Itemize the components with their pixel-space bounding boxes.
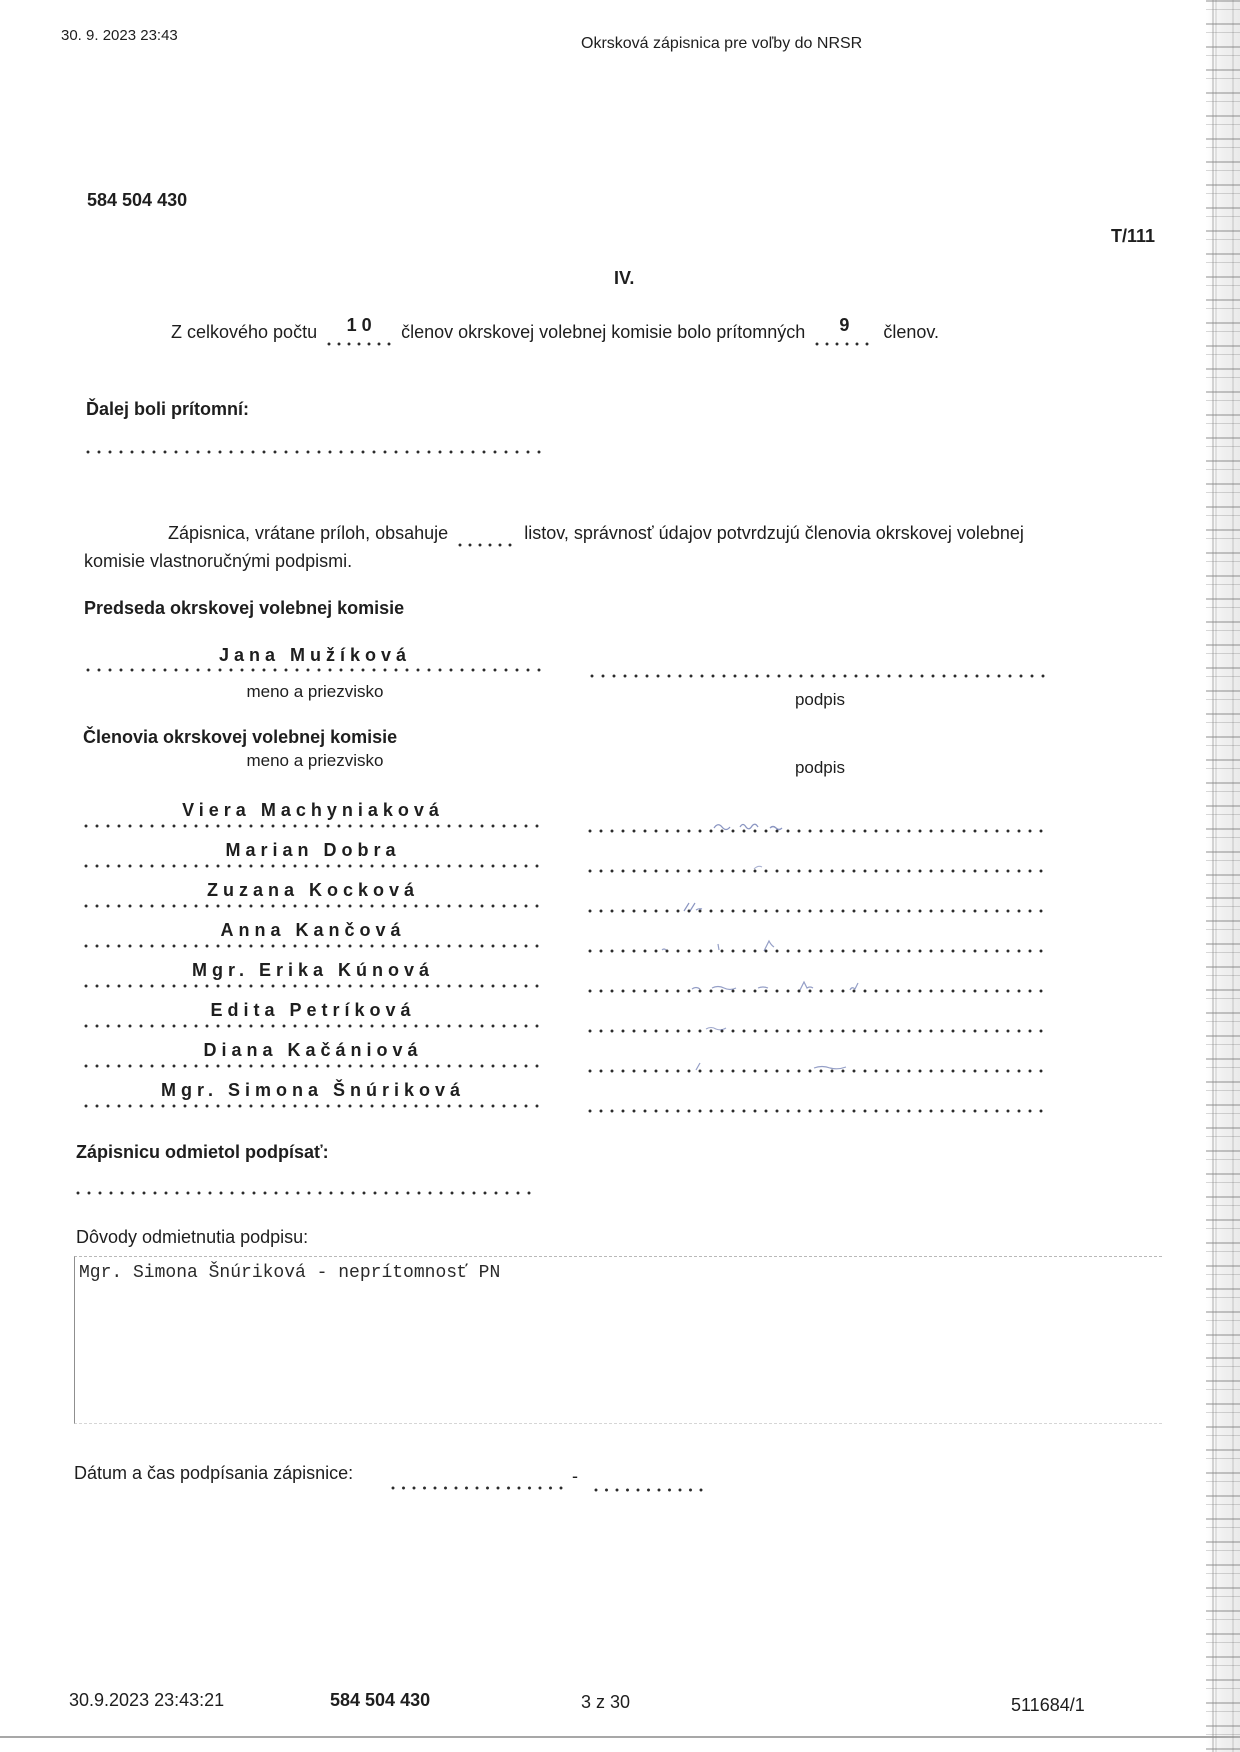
- members-signature-caption: podpis: [794, 758, 846, 777]
- signing-datetime-label: Dátum a čas podpísania zápisnice:: [74, 1463, 354, 1483]
- sheets-statement: [168, 523, 1024, 547]
- name-dotted-line: [84, 1064, 542, 1068]
- signature-dotted-line: [588, 829, 1048, 833]
- footer-page-number: 3 z 30: [581, 1692, 631, 1712]
- attendance-suffix: členov.: [883, 322, 940, 342]
- member-name: Mgr. Simona Šnúriková: [160, 1080, 466, 1100]
- signing-time-dotted-line: [594, 1488, 710, 1492]
- signature-scribble: [660, 938, 780, 954]
- signature-dotted-line: [588, 869, 1048, 873]
- member-name: Mgr. Erika Kúnová: [191, 960, 435, 980]
- total-members-field: [327, 315, 391, 346]
- member-name: Anna Kančová: [220, 920, 406, 940]
- name-dotted-line: [84, 944, 542, 948]
- signature-dotted-line: [588, 909, 1048, 913]
- footer-timestamp: 30.9.2023 23:43:21: [69, 1690, 225, 1710]
- district-code: 584 504 430: [87, 190, 188, 210]
- signature-scribble: [682, 898, 706, 914]
- signature-dotted-line: [588, 1109, 1048, 1113]
- signature-scribble: [712, 818, 802, 834]
- signature-dotted-line: [588, 1029, 1048, 1033]
- member-name: Diana Kačániová: [203, 1040, 423, 1060]
- member-name: Edita Petríková: [210, 1000, 416, 1020]
- present-members-field: [815, 315, 873, 346]
- chair-signature-caption: podpis: [794, 690, 846, 709]
- refusal-dotted-line: [76, 1191, 536, 1195]
- chair-heading: Predseda okrskovej volebnej komisie: [84, 598, 405, 618]
- document-title: Okrsková zápisnica pre voľby do NRSR: [581, 35, 863, 52]
- signature-scribble: [694, 1058, 864, 1074]
- member-row: [0, 1000, 1100, 1040]
- chair-signature-dotted-line: [590, 674, 1050, 678]
- signing-date-dotted-line: [391, 1486, 563, 1490]
- name-dotted-line: [84, 1104, 542, 1108]
- present-members-value: 9: [839, 315, 855, 335]
- refusal-reasons-box: [74, 1256, 1162, 1424]
- name-dotted-line: [84, 824, 542, 828]
- form-code: T/111: [1111, 226, 1156, 246]
- scan-edge-line: [1212, 0, 1214, 1752]
- sheets-prefix: Zápisnica, vrátane príloh, obsahuje: [168, 523, 449, 543]
- others-present-dotted-line: [86, 450, 544, 454]
- name-dotted-line: [84, 864, 542, 868]
- member-name: Zuzana Kocková: [206, 880, 420, 900]
- field-dotted-line: [458, 543, 514, 547]
- name-dotted-line: [84, 984, 542, 988]
- print-timestamp: 30. 9. 2023 23:43: [61, 27, 178, 44]
- attendance-prefix: Z celkového počtu: [171, 322, 318, 342]
- member-row: [0, 1080, 1100, 1120]
- section-number: IV.: [614, 268, 635, 288]
- member-row: [0, 840, 1100, 880]
- chair-name: Jana Mužíková: [218, 645, 412, 665]
- member-row: [0, 1040, 1100, 1080]
- member-name: Viera Machyniaková: [182, 800, 444, 820]
- signature-scribble: [752, 858, 772, 874]
- refusal-reasons-label: Dôvody odmietnutia podpisu:: [76, 1227, 309, 1247]
- field-dotted-line: [327, 342, 391, 346]
- others-present-label: Ďalej boli prítomní:: [86, 399, 250, 419]
- refusal-reasons-text: Mgr. Simona Šnúriková - neprítomnosť PN: [79, 1263, 501, 1283]
- signature-dotted-line: [588, 949, 1048, 953]
- footer-district-code: 584 504 430: [330, 1690, 431, 1710]
- attendance-middle: členov okrskovej volebnej komisie bolo prítomných: [401, 322, 806, 342]
- scan-bottom-edge: [0, 1736, 1240, 1738]
- refusal-label: Zápisnicu odmietol podpísať:: [76, 1142, 329, 1162]
- field-dotted-line: [815, 342, 873, 346]
- sheets-statement-continued: komisie vlastnoručnými podpismi.: [84, 551, 353, 571]
- signature-scribble: [690, 978, 890, 994]
- sheets-suffix: listov, správnosť údajov potvrdzujú členovia okrskovej volebnej: [524, 523, 1024, 543]
- members-name-caption: meno a priezvisko: [246, 751, 384, 770]
- name-dotted-line: [84, 904, 542, 908]
- signature-scribble: [704, 1018, 744, 1034]
- member-row: [0, 880, 1100, 920]
- total-members-value: 10: [346, 315, 377, 335]
- chair-name-dotted-line: [86, 668, 544, 672]
- members-heading: Členovia okrskovej volebnej komisie: [83, 727, 398, 747]
- sheets-count-field: [458, 527, 514, 547]
- chair-name-caption: meno a priezvisko: [246, 682, 384, 701]
- footer-document-id: 511684/1: [1011, 1695, 1085, 1715]
- signing-separator: -: [572, 1466, 578, 1486]
- member-name: Marian Dobra: [225, 840, 401, 860]
- attendance-line: [171, 315, 940, 346]
- name-dotted-line: [84, 1024, 542, 1028]
- member-row: [0, 960, 1100, 1000]
- member-row: [0, 920, 1100, 960]
- member-row: [0, 800, 1100, 840]
